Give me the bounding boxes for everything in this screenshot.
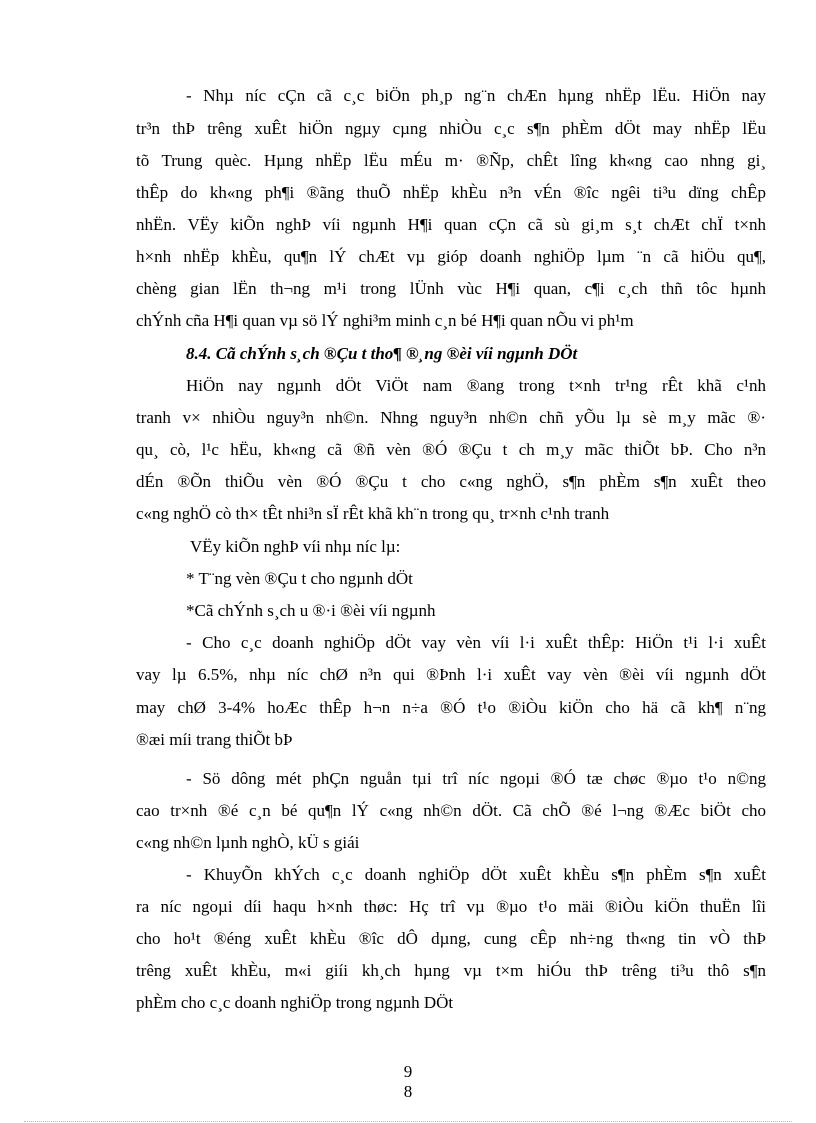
paragraph-line: - KhuyÕn khÝch c¸c doanh nghiÖp dÖt xuÊt khÈu s¶n phÈm s¶n xuÊt bbox=[186, 865, 766, 884]
paragraph-line: ra níc ngoµi díi haqu h×nh thøc: Hç trî vµ ®µo t¹o mäi ®iÒu kiÖn thuËn lîi bbox=[136, 897, 766, 916]
paragraph-line: cao tr×nh ®é c¸n bé qu¶n lÝ c«ng nh©n dÖt. Cã chÕ ®é l¬ng ®Æc biÖt cho bbox=[136, 801, 766, 820]
page-number-bottom: 8 bbox=[403, 1082, 413, 1101]
page-bottom-divider bbox=[24, 1121, 792, 1122]
paragraph-line: chÝnh cña H¶i quan vµ sö lÝ nghi³m minh c¸n bé H¶i quan nÕu vi ph¹m bbox=[136, 311, 634, 330]
paragraph-line: dÉn ®Õn thiÕu vèn ®Ó ®Çu t cho c«ng nghÖ, s¶n phÈm s¶n xuÊt theo bbox=[136, 472, 766, 491]
paragraph-line: tõ Trung quèc. Hµng nhËp lËu mÉu m· ®Ñp, chÊt lîng kh«ng cao nhng gi¸ bbox=[136, 151, 766, 170]
paragraph-line: - Cho c¸c doanh nghiÖp dÖt vay vèn víi l·i xuÊt thÊp: HiÖn t¹i l·i xuÊt bbox=[186, 633, 766, 652]
paragraph-line: - Sö dông mét phÇn nguån tµi trî níc ngoµi ®Ó tæ chøc ®µo t¹o n©ng bbox=[186, 769, 766, 788]
paragraph-line: thÊp do kh«ng ph¶i ®ãng thuÕ nhËp khÈu n³n vÉn ®îc ngêi ti³u dïng chÊp bbox=[136, 183, 766, 202]
paragraph-line: may chØ 3-4% hoÆc thÊp h¬n n÷a ®Ó t¹o ®iÒu kiÖn cho hä cã kh¶ n¨ng bbox=[136, 698, 766, 717]
paragraph-line: vay lµ 6.5%, nhµ níc chØ n³n qui ®Þnh l·i xuÊt vay vèn ®èi víi ngµnh dÖt bbox=[136, 665, 766, 684]
paragraph-line: tr³n thÞ trêng xuÊt hiÖn ngµy cµng nhiÒu c¸c s¶n phÈm dÖt may nhËp lËu bbox=[136, 119, 766, 138]
paragraph-line: chèng gian lËn th¬ng m¹i trong lÜnh vùc H¶i quan, c¶i c¸ch thñ tôc hµnh bbox=[136, 279, 766, 298]
paragraph-line: h×nh nhËp khÈu, qu¶n lÝ chÆt vµ gióp doanh nghiÖp lµm ¨n cã hiÖu qu¶, bbox=[136, 247, 766, 266]
paragraph-line: HiÖn nay ngµnh dÖt ViÖt nam ®ang trong t×nh tr¹ng rÊt khã c¹nh bbox=[186, 376, 766, 395]
paragraph-line: cho ho¹t ®éng xuÊt khÈu ®îc dÔ dµng, cung cÊp nh÷ng th«ng tin vÒ thÞ bbox=[136, 929, 766, 948]
paragraph-line: phÈm cho c¸c doanh nghiÖp trong ngµnh DÖt bbox=[136, 993, 454, 1012]
list-item: * T¨ng vèn ®Çu t cho ngµnh dÖt bbox=[186, 569, 413, 588]
paragraph-line: trêng xuÊt khÈu, m«i giíi kh¸ch hµng vµ t×m hiÓu thÞ trêng ti³u thô s¶n bbox=[136, 961, 766, 980]
paragraph-line: ®æi míi trang thiÕt bÞ bbox=[136, 730, 293, 749]
page-number-top: 9 bbox=[403, 1062, 413, 1081]
paragraph-line: c«ng nghÖ cò th× tÊt nhi³n sÏ rÊt khã kh¨n trong qu¸ tr×nh c¹nh tranh bbox=[136, 504, 610, 523]
paragraph-line: nhËn. VËy kiÕn nghÞ víi ngµnh H¶i quan cÇn cã sù gi¸m s¸t chÆt chÏ t×nh bbox=[136, 215, 766, 234]
section-heading: 8.4. Cã chÝnh s¸ch ®Çu t tho¶ ®¸ng ®èi víi ngµnh DÖt bbox=[186, 344, 578, 363]
paragraph-line: - Nhµ níc cÇn cã c¸c biÖn ph¸p ng¨n chÆn hµng nhËp lËu. HiÖn nay bbox=[186, 86, 766, 105]
paragraph-line: tranh v× nhiÒu nguy³n nh©n. Nhng nguy³n nh©n chñ yÕu lµ sè m¸y mãc ®· bbox=[136, 408, 766, 427]
list-item: *Cã chÝnh s¸ch u ®·i ®èi víi ngµnh bbox=[186, 601, 436, 620]
paragraph-line: c«ng nh©n lµnh nghÒ, kÜ s giái bbox=[136, 833, 360, 852]
paragraph-line: qu¸ cò, l¹c hËu, kh«ng cã ®ñ vèn ®Ó ®Çu t ch m¸y mãc thiÕt bÞ. Cho n³n bbox=[136, 440, 766, 459]
paragraph-line: VËy kiÕn nghÞ víi nhµ níc lµ: bbox=[190, 537, 401, 556]
